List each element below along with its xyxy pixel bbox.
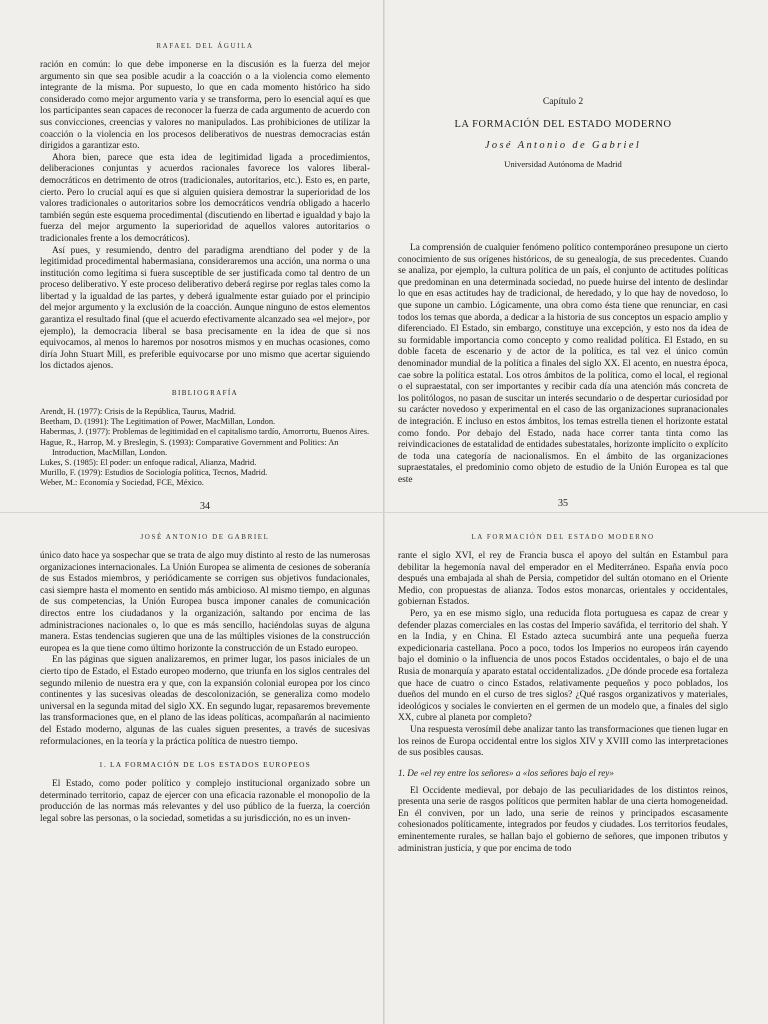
page-35 xyxy=(398,0,728,512)
page-37 xyxy=(398,513,728,1024)
bibliography-entry: Murillo, F. (1979): Estudios de Sociología política, Tecnos, Madrid. xyxy=(40,468,268,478)
paragraph: único dato hace ya sospechar que se trata de algo muy distinto al resto de las numerosas organizaciones internacionales. La Unión Europea se alimenta de cesiones de soberanía de sus Estados miembros, y periódicamente se corrigen sus objetivos fundacionales, casi siempre hasta el momento en sentido más ambicioso. Al mismo tiempo, en algunas de sus competencias, la Unión Europea busca imponer canales de comunicación directos entre los ciudadanos y la organización, saltando por encima de las administraciones nacionales o, lo que es más sencillo, haciéndolas suyas de alguna manera. Estas tendencias sugieren que una de las múltiples visiones de la construcción europea es la que tiene como último horizonte la construcción de un Estado europeo. xyxy=(40,551,370,654)
chapter-author: José Antonio de Gabriel xyxy=(484,140,642,151)
chapter-affiliation: Universidad Autónoma de Madrid xyxy=(504,159,622,169)
paragraph: Así pues, y resumiendo, dentro del paradigma arendtiano del poder y de la legitimidad procedimental habermasiana, consideraremos una acción, una norma o una institución como legítima si fuera susceptible de ser justificada como tal dentro de un proceso deliberativo. Y este proceso deliberativo deberá regirse por reglas tales como la libertad y la igualdad de las partes, y deberá igualmente estar guiado por el principio del mejor argumento y la exclusión de la coacción. Aunque ninguno de estos elementos garantiza el resultado final (que el acuerdo efectivamente alcanzado sea «el mejor», por ejemplo), la democracia liberal se basa precisamente en la idea de que si nos equivocamos, al menos lo haremos por nosotros mismos y en muchas ocasiones, como diría John Stuart Mill, es preferible equivocarse por uno mismo que acertar siguiendo los dictados ajenos. xyxy=(40,245,370,372)
chapter-title: LA FORMACIÓN DEL ESTADO MODERNO xyxy=(454,119,672,130)
bibliography-entry: Weber, M.: Economía y Sociedad, FCE, México. xyxy=(40,478,204,488)
paragraph: En las páginas que siguen analizaremos, en primer lugar, los pasos iniciales de un cierto tipo de Estado, el Estado europeo moderno, que triunfa en los siglos centrales del segundo milenio de nuestra era y que, con la expansión colonial europea por los cinco continentes y las sucesivas oleadas de descolonización, se generaliza como modelo universal en la segunda mitad del siglo XX. En segundo lugar, repasaremos brevemente las transformaciones que, en el plano de las ideas políticas, acompañarán al nacimiento del Estado moderno, algunas de las cuales siguen presentes, a través de sucesivas reformulaciones, en la teoría y la práctica política de nuestro tiempo. xyxy=(40,655,370,747)
paragraph: El Estado, como poder político y complejo institucional organizado sobre un determinado territorio, capaz de ejercer con una eficacia razonable el monopolio de la producción de las normas más relevantes y del uso público de la fuerza, la coerción legal sobre las personas, o la sociedad, sometidas a su jurisdicción, no es un inven- xyxy=(40,779,370,824)
bibliography-entry: Beetham, D. (1991): The Legitimation of Power, MacMillan, London. xyxy=(40,417,276,427)
paragraph: La comprensión de cualquier fenómeno político contemporáneo presupone un cierto conocimiento de sus orígenes históricos, de su genealogía, de sus precedentes. Cuando se analiza, por ejemplo, la cultura política de un país, el conjunto de actitudes políticas que predominan en una determinada sociedad, no puede huirse del intento de deslindar lo que en esas actitudes hay de tradicional, de heredado, y lo que hay de novedoso, lo que supone un cambio. Lógicamente, una obra como ésta tiene que renunciar, en casi todos los temas que aborda, a dedicar a la historia de sus conceptos un espacio amplio y diferenciado. El Estado, sin embargo, constituye una excepción, y esto nos da idea de su formidable importancia como concepto y como realidad política. El Estado, en su doble faceta de escenario y de actor de la política, es tal vez el único común denominador mundial de la política a finales del siglo XX. El acento, en nuestra época, cae sobre la política estatal. Los otros ámbitos de la política, como el local, el regional o el supraestatal, con ser importantes y recibir cada día una atención más concreta de los politólogos, no pasan de suscitar un interés secundario o de despertar curiosidad por su carácter novedoso y experimental en el caso de las organizaciones supranacionales de integración. E incluso en estos ámbitos, los temas estrella tienen el horizonte estatal como fondo. Por debajo del Estado, nada hace correr tanta tinta como las reivindicaciones de estatalidad de entidades subestatales, horizonte implícito o explícito de toda una categoría de nacionalismos. En el ámbito de las organizaciones supraestatales, el predominio como objeto de estudio de la Unión Europea es tal que este xyxy=(398,243,728,485)
running-head: LA FORMACIÓN DEL ESTADO MODERNO xyxy=(471,533,655,541)
spread-pages-36-37 xyxy=(0,512,768,1024)
paragraph: Una respuesta verosímil debe analizar tanto las transformaciones que tienen lugar en los reinos de Europa occidental entre los siglos XIV y XVIII como las interpretaciones de sus posibles causas. xyxy=(398,724,728,759)
subsection-title: 1. De «el rey entre los señores» a «los señores bajo el rey» xyxy=(398,767,614,778)
bibliography-entry: Hague, R., Harrop, M. y Breslegin, S. (1993): Comparative Government and Politics: An Introduction, MacMillan, London. xyxy=(40,437,339,457)
bibliography-list xyxy=(40,407,370,489)
page-number: 35 xyxy=(558,498,568,510)
running-head: RAFAEL DEL ÁGUILA xyxy=(156,42,254,50)
paragraph: Ahora bien, parece que esta idea de legitimidad ligada a procedimientos, deliberaciones conjuntas y acuerdos racionales favorece los valores liberal-democráticos en detrimento de otros (tradicionales, autoritarios, etc.). Esto es, en parte, cierto. Pero lo crucial aquí es que si alguien quisiera demostrar la superioridad de los valores tradicionales o autoritarios sobre los democráticos vendría obligado a hacerlo también según este esquema procedimental (discutiendo en libertad e igualdad y bajo la fuerza del mejor argumento la superioridad de aquellos valores autoritarios o tradicionales frente a los democráticos). xyxy=(40,152,370,244)
running-head: JOSÉ ANTONIO DE GABRIEL xyxy=(140,533,270,541)
paragraph: Pero, ya en ese mismo siglo, una reducida flota portuguesa es capaz de crear y defender plazas comerciales en las costas del Imperio saváfida, el territorio del shah. Y en la India, y en China. El Estado azteca sucumbirá ante una pequeña fuerza expedicionaria castellana. Poco a poco, todos los Imperios no europeos irán cayendo bajo el dominio o la influencia de unos pocos Estados occidentales, o bajo el de una Rusia de monarquía y aparato estatal occidentalizados. ¿De dónde procede esa fortaleza que hace de cuatro o cinco Estados, relativamente pequeños y poco poblados, los dueños del mundo en el curso de tres siglos? ¿Qué rasgos organizativos y materiales, ideológicos y sociales le convierten en el germen de un modelo que, a finales del siglo XX, cubre al planeta por completo? xyxy=(398,608,728,724)
paragraph: ración en común: lo que debe imponerse en la discusión es la fuerza del mejor argumento sin que sea posible acudir a la coacción o a la violencia como elemento integrante de la misma. Por supuesto, lo que en cada momento histórico ha sido considerado como mejor argumento varía y se transforma, pero lo esencial aquí es que los participantes sean capaces de reconocer la fuerza de cada argumento de acuerdo con sus convicciones, creencias y valores no manipulados. Las prohibiciones de utilizar la coacción o la violencia en los procesos deliberativos de nuestras democracias están dirigidos a garantizar esto. xyxy=(40,60,370,152)
chapter-label: Capítulo 2 xyxy=(542,96,584,107)
bibliography-entry: Lukes, S. (1985): El poder: un enfoque radical, Alianza, Madrid. xyxy=(40,458,257,468)
book-gutter xyxy=(383,513,385,1024)
page-36 xyxy=(40,513,370,1024)
paragraph: rante el siglo XVI, el rey de Francia busca el apoyo del sultán en Estambul para debilitar la hegemonía naval del emperador en el Mediterráneo. España envía poco después una embajada al shah de Persia, competidor del sultán otomano en el Oriente Medio, con propuestas de alianza. Todos estos monarcas, orientales y occidentales, gobiernan Estados. xyxy=(398,551,728,608)
bibliography-title: BIBLIOGRAFÍA xyxy=(171,389,239,398)
bibliography-entry: Arendt, H. (1977): Crisis de la República, Taurus, Madrid. xyxy=(40,407,236,417)
book-gutter xyxy=(383,0,385,512)
page-34 xyxy=(40,0,370,512)
bibliography-entry: Habermas, J. (1977): Problemas de legitimidad en el capitalismo tardío, Amorrortu, Buenos Aires. xyxy=(40,427,370,437)
paragraph: El Occidente medieval, por debajo de las peculiaridades de los distintos reinos, presenta una serie de rasgos políticos que permiten hablar de una cierta homogeneidad. En él conviven, por un lado, una serie de reinos y principados escasamente cohesionados políticamente, integrados por feudos y ciudades. Los territorios feudales, eminentemente rurales, se hallan bajo el gobierno de señores, que imponen tributos y administran justicia, y que por encima de todo xyxy=(398,785,728,854)
page-number: 34 xyxy=(200,500,210,512)
section-title: 1. LA FORMACIÓN DE LOS ESTADOS EUROPEOS xyxy=(99,760,311,770)
